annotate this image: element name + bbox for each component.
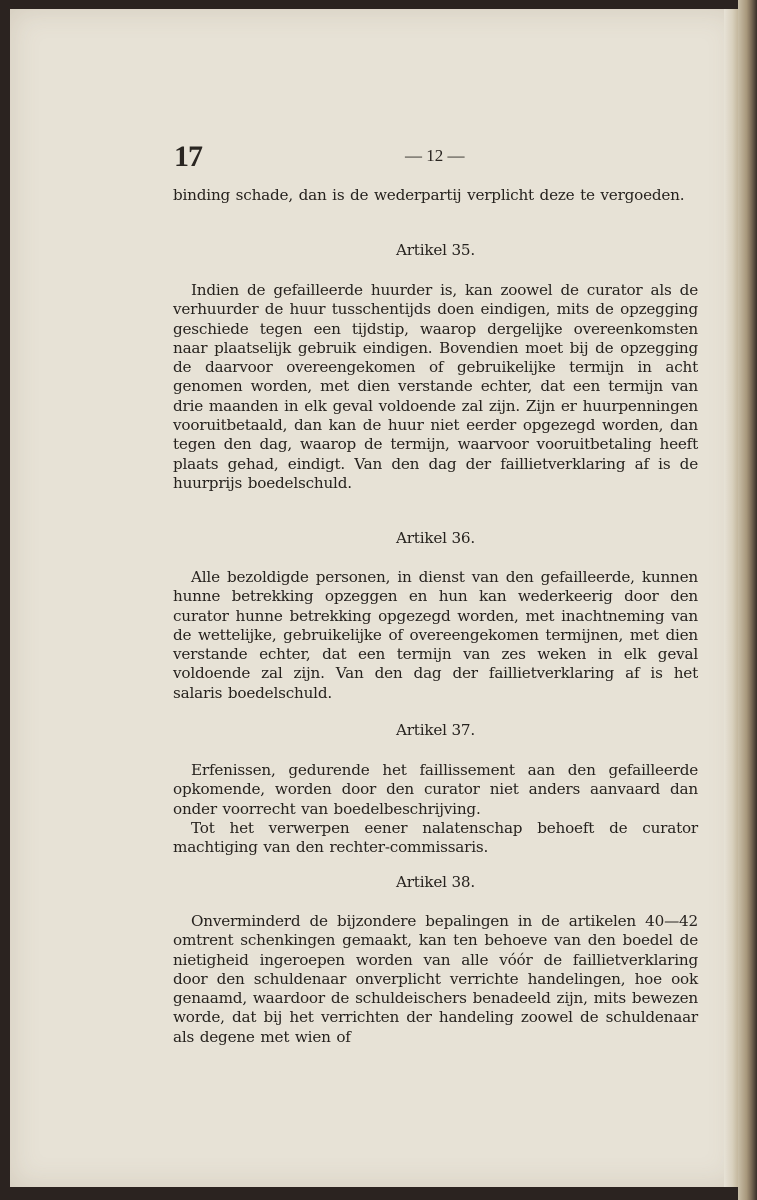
article-38-text: [173, 912, 698, 1047]
article-35-heading: Artikel 35.: [395, 241, 476, 259]
article-35-text: [173, 281, 698, 493]
page-edge: [724, 9, 738, 1187]
signature-mark: 17: [174, 140, 202, 173]
article-37-heading: Artikel 37.: [395, 721, 476, 739]
book-spine: [738, 0, 757, 1200]
article-37-paragraph-2: Tot het verwerpen eener nalatenschap behoeft de curator machtiging van den rechter-commissaris.: [173, 818, 698, 857]
article-36-paragraph: Alle bezoldigde personen, in dienst van den gefailleerde, kunnen hunne betrekking opzeggen en hun kan wederkeerig door den curator hunne betrekking opgezegd worden, met inachtneming van de wettelijke, gebruikelijke of overeengekomen termijnen, met dien verstande echter, dat een termijn van zes weken in elk geval voldoende zal zijn. Van den dag der faillietverklaring af is het salaris boedelschuld.: [173, 568, 698, 702]
article-37-paragraph-1: Erfenissen, gedurende het faillissement aan den gefailleerde opkomende, worden door den curator niet anders aanvaard dan onder voorrecht van boedelbeschrijving.: [173, 761, 698, 818]
article-36-heading: Artikel 36.: [395, 529, 476, 547]
article-38-heading: Artikel 38.: [395, 873, 476, 891]
article-37-text: [173, 761, 698, 857]
page-number: — 12 —: [405, 146, 465, 165]
article-36-text: [173, 568, 698, 703]
article-35-paragraph: Indien de gefailleerde huurder is, kan zoowel de curator als de verhuurder de huur tusschentijds doen eindigen, mits de opzegging geschiede tegen een tijdstip, waarop dergelijke overeenkomsten naar plaatselijk gebruik eindigen. Bovendien moet bij de opzegging de daarvoor overeengekomen of gebruikelijke termijn in acht genomen worden, met dien verstande echter, dat een termijn van drie maanden in elk geval voldoende zal zijn. Zijn er huurpenningen vooruitbetaald, dan kan de huur niet eerder opgezegd worden, dan tegen den dag, waarop de termijn, waarvoor vooruitbetaling heeft plaats gehad, eindigt. Van den dag der faillietverklaring af is de huurprijs boedelschuld.: [173, 281, 698, 492]
article-38-paragraph: Onverminderd de bijzondere bepalingen in de artikelen 40—42 omtrent schenkingen gemaakt, kan ten behoeve van den boedel de nietigheid ingeroepen worden van alle vóór de faillietverklaring door den schuldenaar onverplicht verrichte handelingen, hoe ook genaamd, waardoor de schuldeischers benadeeld zijn, mits bewezen worde, dat bij het verrichten der handeling zoowel de schuldenaar als degene met wien of: [173, 912, 698, 1046]
intro-paragraph: binding schade, dan is de wederpartij verplicht deze te vergoeden.: [173, 186, 685, 204]
